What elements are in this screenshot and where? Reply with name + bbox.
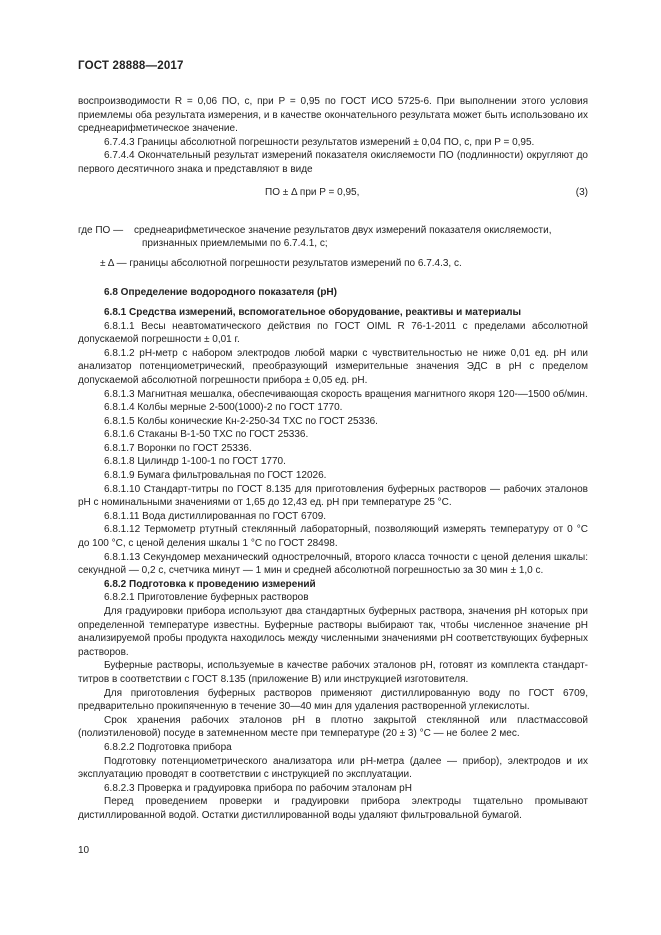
list-item: 6.8.1.4 Колбы мерные 2-500(1000)-2 по ГОСТ 1770. [104, 402, 343, 414]
paragraph: Перед проведением проверки и градуировки прибора электроды тщательно промывают дистиллированной водой. Остатки дистиллированной воды удаляют фильтровальной бумагой. [78, 796, 588, 821]
paragraph: Срок хранения рабочих эталонов рН в плотно закрытой стеклянной или пластмассовой (полиэтиленовой) посуде в затемненном месте при температуре (20 ± 3) °С — не более 2 мес. [78, 714, 588, 740]
formula-expression: ПО ± Δ при P = 0,95, [265, 186, 360, 198]
formula-number: (3) [575, 186, 588, 198]
list-item: 6.8.1.7 Воронки по ГОСТ 25336. [104, 442, 252, 454]
list-item: 6.8.1.2 рН-метр с набором электродов любой марки с чувствительностью не ниже 0,01 ед. рН или анализатор потенциометрический, преобразующий измерительные значения ЭДС в рН с пределом допускаемой абсолютной погрешности прибора ± 0,05 ед. рН. [78, 347, 588, 386]
formula-3 [78, 186, 588, 206]
list-item: 6.8.1.8 Цилиндр 1-100-1 по ГОСТ 1770. [104, 456, 286, 468]
paragraph: Для приготовления буферных растворов применяют дистиллированную воду по ГОСТ 6709, предварительно прокипяченную в течение 30—40 мин для удаления растворенной углекислоты. [78, 687, 588, 713]
subsection-heading: 6.8.2.1 Приготовление буферных растворов [104, 592, 309, 604]
section-6-8 [78, 286, 588, 822]
paragraph: Буферные растворы, используемые в качестве рабочих эталонов рН, готовят из комплекта стандарт-титров в соответствии с ГОСТ 8.135 (приложение В) или инструкцией изготовителя. [78, 660, 588, 685]
list-item: 6.8.1.11 Вода дистиллированная по ГОСТ 6709. [104, 510, 327, 522]
page-body [78, 95, 588, 823]
paragraph: Подготовку потенциометрического анализатора или рН-метра (далее — прибор), электродов и их эксплуатацию проводят в соответствии с инструкцией по эксплуатации. [78, 755, 588, 781]
definition-continuation: признанных приемлемыми по 6.7.4.1, с; [142, 238, 328, 250]
definition-po [78, 224, 588, 238]
definitions [78, 224, 588, 271]
list-item: 6.8.1.1 Весы неавтоматического действия по ГОСТ OIML R 76-1-2011 с пределами абсолютной допускаемой погрешности ± 0,01 г. [78, 320, 588, 346]
list-item: 6.8.1.12 Термометр ртутный стеклянный лабораторный, позволяющий измерять температуру от 0 °С до 100 °С, с ценой деления шкалы 1 °С по ГОСТ 28498. [78, 524, 588, 550]
section-title: 6.8 Определение водородного показателя (рН) [104, 287, 337, 299]
paragraph: Для градуировки прибора используют два стандартных буферных раствора, значения рН которых при определенной температуре известны. Буферные растворы выбирают так, чтобы численное значение рН анализируемой пробы продукта находилось между численными значениями рН соответствующих буферных растворов. [78, 606, 588, 658]
list-item: 6.8.1.5 Колбы конические Кн-2-250-34 ТХС по ГОСТ 25336. [104, 415, 378, 427]
definition-label: где ПО — [78, 224, 124, 236]
definition-text: среднеарифметическое значение результатов двух измерений показателя окисляемости, [134, 224, 552, 236]
definition-delta: ± Δ — границы абсолютной погрешности результатов измерений по 6.7.4.3, с. [100, 257, 462, 269]
page-header: ГОСТ 28888—2017 [78, 60, 184, 72]
list-item: 6.8.1.10 Стандарт-титры по ГОСТ 8.135 для приготовления буферных растворов — рабочих эталонов рН с номинальными значениями от 1,65 до 12,43 ед. рН при температуре 25 °С. [78, 483, 588, 509]
subsection-title: 6.8.2 Подготовка к проведению измерений [104, 578, 316, 590]
list-item: 6.8.1.3 Магнитная мешалка, обеспечивающая скорость вращения магнитного якоря 120-—1500 об/мин. [104, 388, 588, 400]
paragraph: 6.7.4.3 Границы абсолютной погрешности результатов измерений ± 0,04 ПО, с, при P = 0,95. [104, 136, 535, 148]
page-number: 10 [78, 845, 90, 856]
subsection-heading: 6.8.2.2 Подготовка прибора [104, 741, 232, 753]
subsection-heading: 6.8.2.3 Проверка и градуировка прибора по рабочим эталонам рН [104, 782, 412, 794]
list-item: 6.8.1.6 Стаканы В-1-50 ТХС по ГОСТ 25336. [104, 429, 309, 441]
list-item: 6.8.1.9 Бумага фильтровальная по ГОСТ 12026. [104, 470, 327, 482]
list-item: 6.8.1.13 Секундомер механический однострелочный, второго класса точности с ценой деления шкалы: секундной — 0,2 с, счетчика минут — 1 мин и средней абсолютной погрешностью за 30 мин ± 1,0 с. [78, 551, 588, 577]
paragraph: 6.7.4.4 Окончательный результат измерений показателя окисляемости ПО (подлинности) округляют до первого десятичного знака и представляют в виде [78, 150, 588, 175]
paragraph: воспроизводимости R = 0,06 ПО, с, при P = 0,95 по ГОСТ ИСО 5725-6. При выполнении этого условия приемлемы оба результата измерения, и в качестве окончательного результата может быть использовано их среднеарифметическое значение. [78, 96, 588, 135]
subsection-title: 6.8.1 Средства измерений, вспомогательное оборудование, реактивы и материалы [104, 306, 522, 318]
